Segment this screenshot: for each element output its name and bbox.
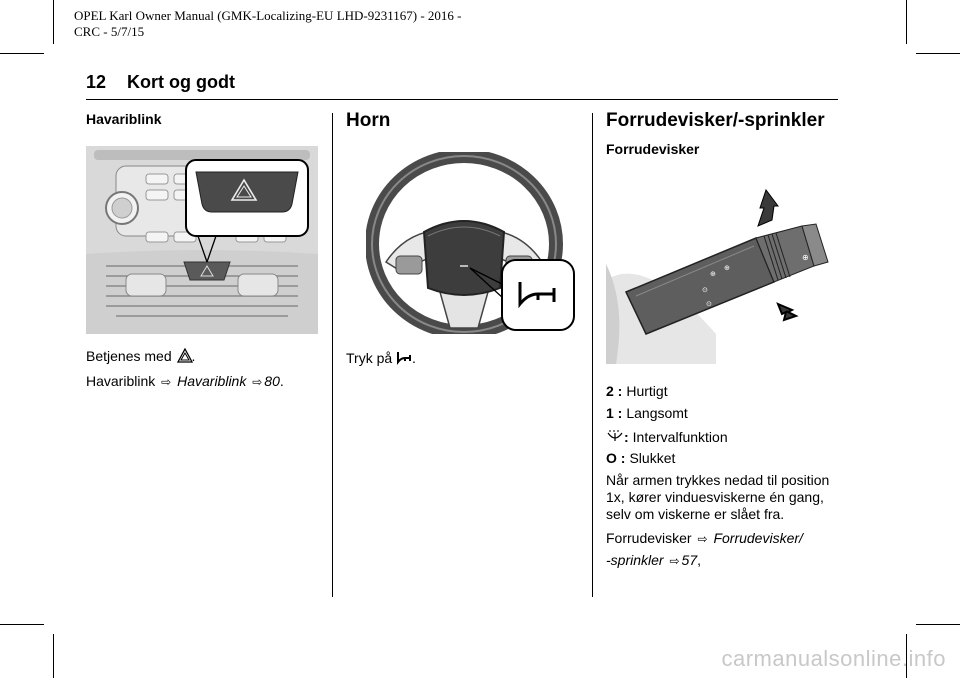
- item-label: Langsomt: [626, 405, 688, 421]
- item-key: 1 :: [606, 405, 623, 421]
- wiper-ref-target-cont[interactable]: -sprinkler: [606, 552, 664, 568]
- svg-text:⊕: ⊕: [802, 253, 809, 262]
- svg-text:⊙: ⊙: [706, 301, 712, 308]
- page-number: 12: [86, 72, 107, 92]
- interval-wiper-icon: [606, 428, 624, 443]
- watermark: carmanualsonline.info: [721, 646, 946, 671]
- hazard-ref-page[interactable]: 80: [264, 373, 280, 389]
- hazard-switch-illustration: [86, 146, 318, 334]
- paragraph-line: selv om viskerne er slået fra.: [606, 506, 785, 522]
- item-key: :: [624, 429, 629, 445]
- wiper-ref-end: ,: [697, 552, 701, 568]
- hazard-ref-end: .: [279, 373, 284, 389]
- hazard-ref-target[interactable]: Havariblink: [177, 373, 247, 389]
- wiper-lever-illustration: [606, 184, 838, 364]
- page-reference-icon: ⇨: [252, 375, 263, 389]
- document-header: [74, 8, 462, 40]
- column-divider: [332, 113, 333, 597]
- horn-icon: [396, 351, 412, 365]
- hazard-operate-text: [86, 346, 195, 365]
- wiper-reference: [606, 530, 803, 570]
- crop-mark: [0, 53, 44, 54]
- crop-mark: [53, 634, 54, 678]
- arrow-reference-icon: ⇨: [161, 375, 172, 389]
- item-key: 2 :: [606, 383, 623, 399]
- wiper-ref-target[interactable]: Forrudevisker/: [713, 530, 803, 546]
- page-title: [86, 72, 235, 93]
- steering-wheel-illustration: [366, 152, 578, 334]
- page-reference-icon: ⇨: [669, 554, 680, 568]
- crop-mark: [53, 0, 54, 44]
- item-label: Hurtigt: [626, 383, 668, 399]
- paragraph-line: Når armen trykkes nedad til position: [606, 472, 830, 488]
- item-label: Slukket: [629, 450, 676, 466]
- wiper-item-interval: [606, 427, 728, 446]
- hazard-heading: Havariblink: [86, 111, 162, 127]
- horn-heading: Horn: [346, 110, 391, 131]
- item-key: O :: [606, 450, 626, 466]
- crop-mark: [0, 624, 44, 625]
- hazard-operate-end: .: [191, 348, 196, 364]
- wiper-item-slow: [606, 405, 688, 422]
- horn-text-end: .: [412, 350, 416, 366]
- arrow-reference-icon: ⇨: [697, 532, 708, 546]
- header-line-1: OPEL Karl Owner Manual (GMK-Localizing-EU LHD-9231167) - 2016 -: [74, 8, 462, 23]
- svg-text:⊕: ⊕: [724, 265, 730, 272]
- wiper-item-off: [606, 450, 675, 467]
- hazard-triangle-icon: [177, 348, 193, 363]
- paragraph-line: 1x, kører vinduesviskerne én gang,: [606, 489, 824, 505]
- crop-mark: [906, 0, 907, 44]
- crop-mark: [916, 53, 960, 54]
- item-label: Intervalfunktion: [632, 429, 728, 445]
- horn-press-label: Tryk på: [346, 350, 393, 366]
- hazard-operate-label: Betjenes med: [86, 348, 172, 364]
- header-line-2: CRC - 5/7/15: [74, 24, 145, 39]
- wiper-subheading: Forrudevisker: [606, 141, 700, 157]
- svg-text:⊕: ⊕: [710, 271, 716, 278]
- wiper-item-fast: [606, 383, 668, 400]
- hazard-ref-label: Havariblink: [86, 373, 156, 389]
- wiper-ref-label: Forrudevisker: [606, 530, 692, 546]
- wiper-paragraph: [606, 472, 829, 523]
- hazard-reference: [86, 373, 284, 391]
- crop-mark: [916, 624, 960, 625]
- section-title: Kort og godt: [127, 72, 236, 92]
- svg-text:⊙: ⊙: [702, 287, 708, 294]
- horn-text: [346, 349, 416, 367]
- wiper-heading: Forrudevisker/-sprinkler: [606, 110, 825, 131]
- title-divider: [86, 99, 838, 100]
- wiper-ref-page[interactable]: 57: [681, 552, 698, 568]
- column-divider: [592, 113, 593, 597]
